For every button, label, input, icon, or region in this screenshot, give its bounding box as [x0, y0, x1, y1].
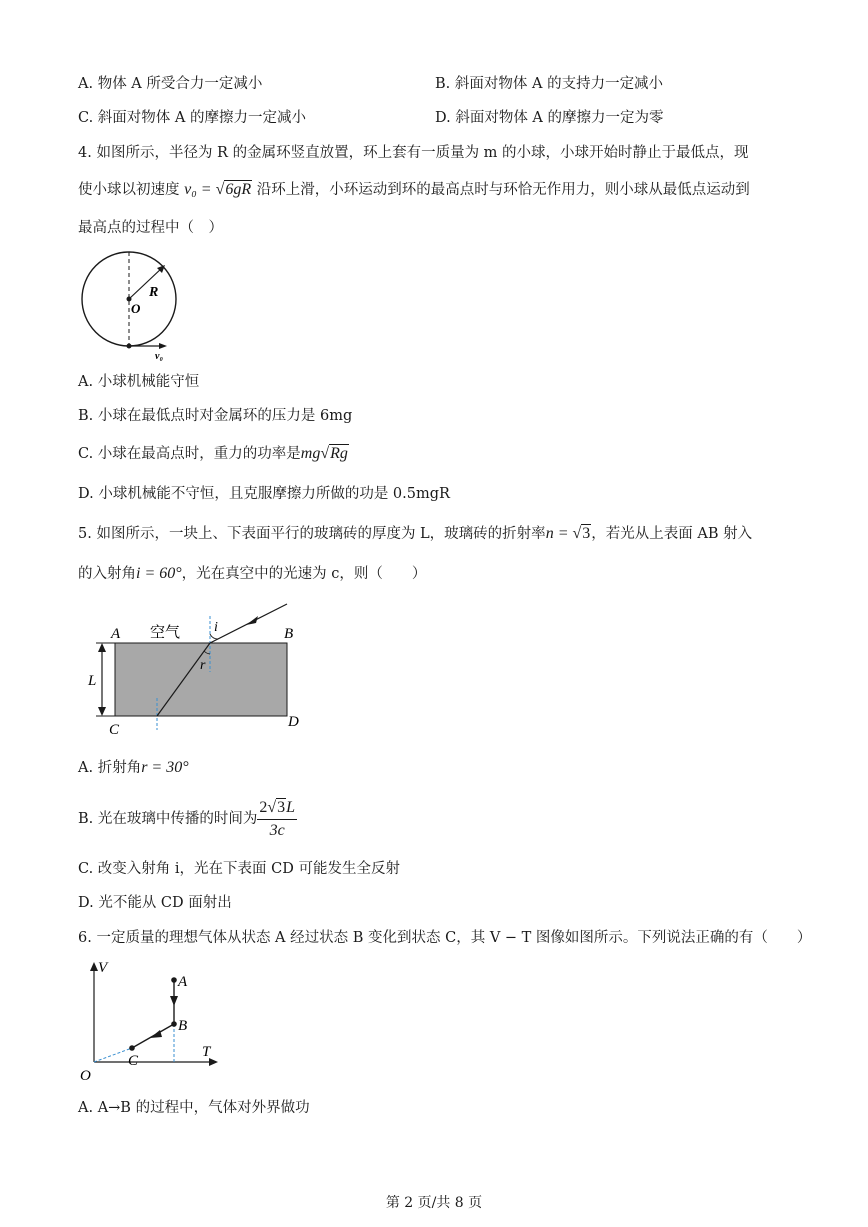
q5-glass-figure	[90, 598, 320, 743]
q4-stem-line3: 最高点的过程中（ ）	[78, 220, 223, 236]
label-T: T	[202, 1044, 211, 1060]
arrow-b-to-c	[150, 1030, 162, 1038]
q4-option-c: C. 小球在最高点时，重力的功率是mg√Rg	[78, 445, 348, 462]
label-D: D	[288, 714, 299, 730]
q4-stem-line2-post: 沿环上滑，小环运动到环的最高点时与环恰无作用力，则小球从最低点运动到	[256, 182, 750, 198]
q5-option-a: A. 折射角r = 30°	[78, 759, 189, 776]
q4-ring-figure	[75, 245, 190, 365]
power-expression: mg√Rg	[300, 445, 348, 462]
label-C: C	[128, 1053, 139, 1069]
label-R: R	[149, 285, 159, 300]
label-L: L	[88, 673, 97, 689]
label-B: B	[178, 1018, 188, 1034]
label-O: O	[131, 301, 141, 316]
incident-ray-arrowhead	[246, 616, 258, 625]
point-A	[171, 977, 177, 983]
q3-option-a: A. 物体 A 所受合力一定减小	[78, 76, 263, 92]
q5-option-d: D. 光不能从 CD 面射出	[78, 895, 232, 911]
thickness-arrowhead-top	[98, 643, 106, 652]
glass-brick	[115, 643, 287, 716]
i-expression: i = 60°	[136, 565, 182, 582]
q5-option-c: C. 改变入射角 i，光在下表面 CD 可能发生全反射	[78, 861, 400, 877]
q4-stem-line2	[78, 180, 750, 200]
t-axis-arrowhead	[209, 1058, 218, 1066]
v-axis-arrowhead	[90, 962, 98, 971]
label-O: O	[80, 1068, 91, 1084]
label-i: i	[214, 620, 218, 635]
q4-option-d: D. 小球机械能不守恒，且克服摩擦力所做的功是 0.5mgR	[78, 486, 450, 502]
point-B	[171, 1021, 177, 1027]
label-B: B	[284, 626, 294, 642]
label-v0: v₀	[155, 351, 163, 362]
label-A: A	[178, 974, 188, 990]
label-C: C	[109, 722, 120, 738]
q4-stem-line1: 4. 如图所示，半径为 R 的金属环竖直放置，环上套有一质量为 m 的小球，小球开始时静止于最低点，现	[78, 145, 749, 161]
v0-expression: v₀ = √6gR	[184, 181, 252, 198]
q5-stem-line1: 5. 如图所示，一块上、下表面平行的玻璃砖的厚度为 L，玻璃砖的折射率n = √3，若光从上表面 AB 射入	[78, 525, 753, 542]
arrow-a-to-b	[170, 996, 178, 1006]
q6-stem-line1: 6. 一定质量的理想气体从状态 A 经过状态 B 变化到状态 C，其 V − T 图像如图所示。下列说法正确的有（ ）	[78, 930, 812, 946]
q4-stem-line2-pre: 使小球以初速度	[78, 182, 180, 198]
page-footer: 第 2 页/共 8 页	[385, 1195, 483, 1211]
n-expression: n = √3	[545, 525, 591, 542]
label-r: r	[200, 658, 206, 673]
v0-arrowhead	[159, 343, 167, 349]
q3-option-b: B. 斜面对物体 A 的支持力一定减小	[435, 76, 664, 92]
thickness-arrowhead-bottom	[98, 707, 106, 716]
time-fraction: $\frac{2√3L}{3c}$	[259, 798, 296, 839]
q6-vt-graph	[76, 958, 226, 1088]
label-V: V	[98, 960, 108, 976]
q4-option-a: A. 小球机械能守恒	[78, 374, 200, 390]
q5-option-b: B. 光在玻璃中传播的时间为 $\frac{2√3L}{3c}$	[78, 796, 297, 842]
q3-option-c: C. 斜面对物体 A 的摩擦力一定减小	[78, 110, 306, 126]
dashed-extension-oc	[94, 1048, 132, 1062]
q3-option-d: D. 斜面对物体 A 的摩擦力一定为零	[435, 110, 664, 126]
label-A: A	[111, 626, 121, 642]
point-C	[129, 1045, 135, 1051]
q4-option-b: B. 小球在最低点时对金属环的压力是 6mg	[78, 408, 353, 424]
q5-stem-line2: 的入射角i = 60°，光在真空中的光速为 c，则（ ）	[78, 565, 427, 582]
q6-option-a: A. A→B 的过程中，气体对外界做功	[78, 1100, 310, 1116]
label-air: 空气	[150, 623, 181, 641]
